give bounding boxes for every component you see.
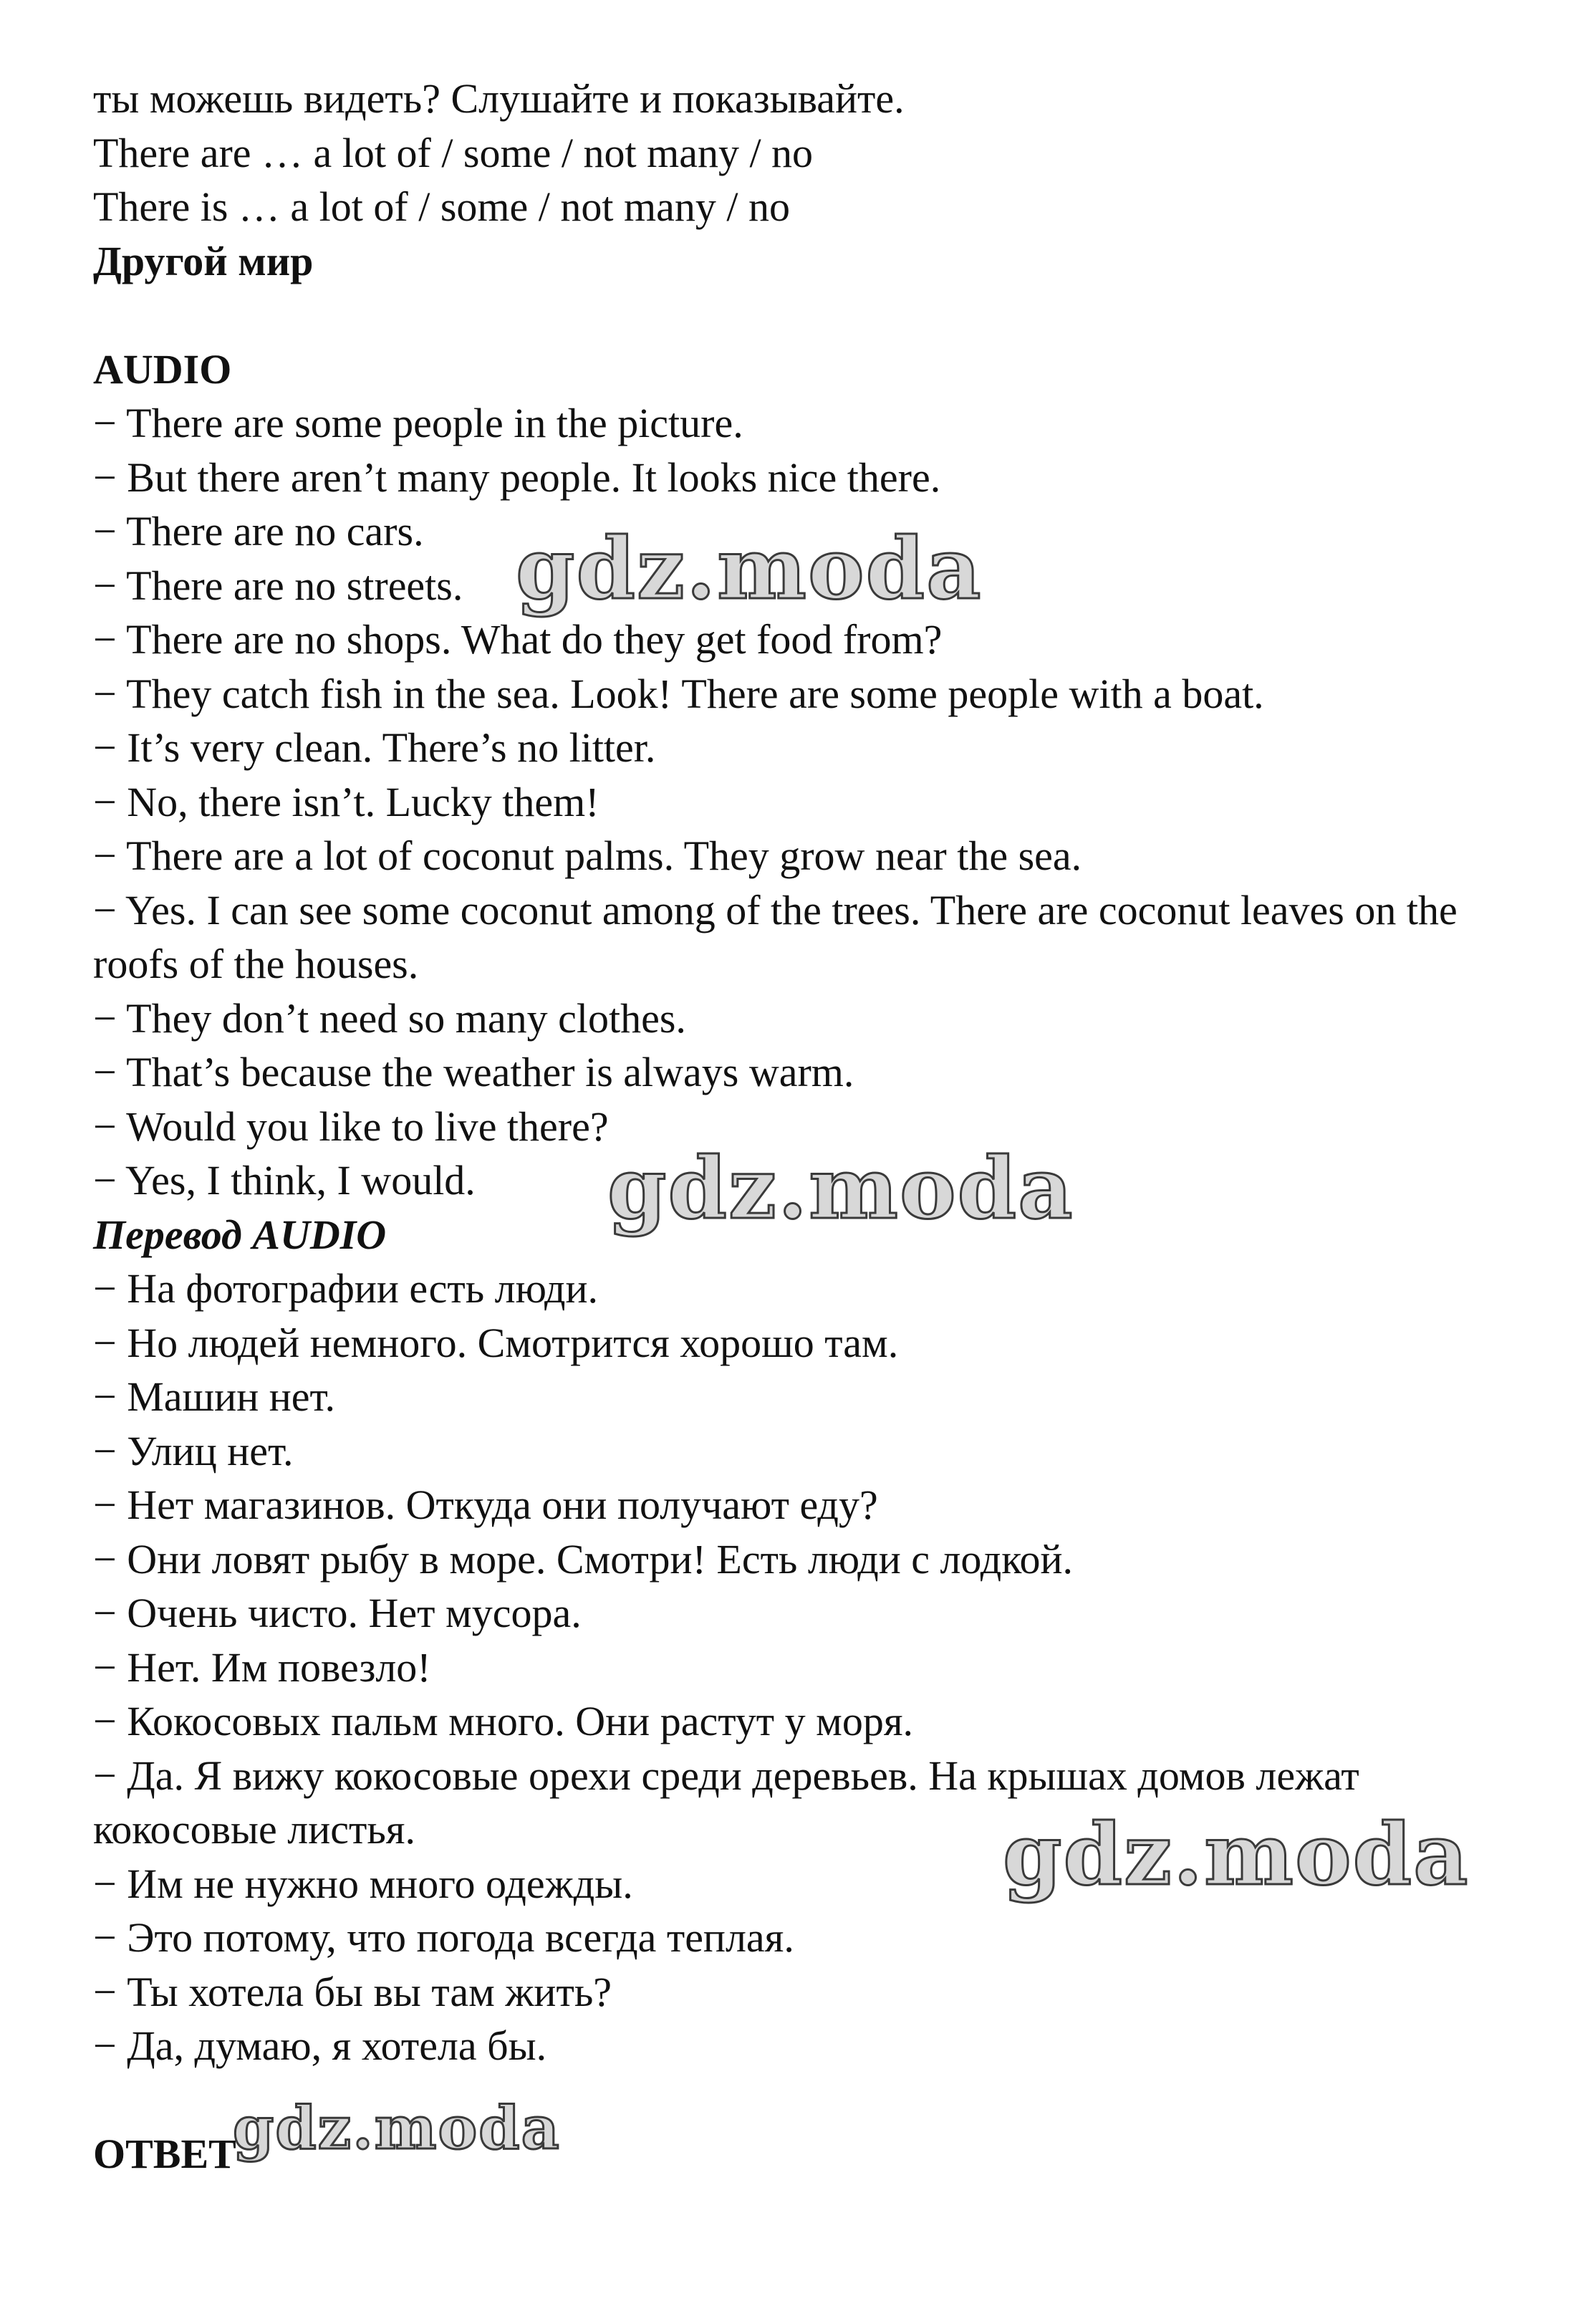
translation-line: − Нет магазинов. Откуда они получают еду? bbox=[93, 1482, 878, 1528]
answer-heading: ОТВЕТ bbox=[93, 2131, 236, 2177]
translation-line: − Это потому, что погода всегда теплая. bbox=[93, 1914, 794, 1961]
watermark-logo: gdz.moda bbox=[1003, 1805, 1470, 1904]
translation-line: − Они ловят рыбу в море. Смотри! Есть люди с лодкой. bbox=[93, 1535, 1074, 1583]
watermark-logo: gdz.moda bbox=[516, 519, 983, 618]
section-heading-other-world: Другой мир bbox=[93, 237, 314, 284]
audio-line: − Yes, I think, I would. bbox=[93, 1157, 476, 1204]
audio-line: − No, there isn’t. Lucky them! bbox=[93, 778, 599, 825]
spacer bbox=[93, 288, 1518, 342]
audio-line: − It’s very clean. There’s no litter. bbox=[93, 724, 656, 771]
audio-line: − There are a lot of coconut palms. They grow near the sea. bbox=[93, 832, 1082, 879]
translation-line: − Ты хотела бы вы там жить? bbox=[93, 1968, 612, 2015]
translation-line: − Им не нужно много одежды. bbox=[93, 1860, 633, 1907]
audio-line: − Would you like to live there? bbox=[93, 1103, 609, 1150]
audio-line: − They catch fish in the sea. Look! There are some people with a boat. bbox=[93, 670, 1264, 717]
translation-line: − Да, думаю, я хотела бы. bbox=[93, 2022, 547, 2069]
translation-heading: Перевод AUDIO bbox=[93, 1211, 387, 1258]
intro-line-3: There is … a lot of / some / not many / no bbox=[93, 183, 790, 230]
translation-line: − Нет. Им повезло! bbox=[93, 1643, 431, 1691]
audio-line: − That’s because the weather is always warm. bbox=[93, 1049, 854, 1095]
translation-line: − Да. Я вижу кокосовые орехи среди деревьев. На крышах домов лежат кокосовые листья. bbox=[93, 1752, 1359, 1853]
audio-line: − There are no streets. bbox=[93, 562, 463, 609]
translation-line: − Очень чисто. Нет мусора. bbox=[93, 1590, 582, 1636]
audio-line: − They don’t need so many clothes. bbox=[93, 994, 686, 1042]
translation-line: − Улиц нет. bbox=[93, 1427, 294, 1474]
audio-heading: AUDIO bbox=[93, 345, 232, 393]
audio-line: − Yes. I can see some coconut among of the trees. There are coconut leaves on the roofs of the houses. bbox=[93, 886, 1458, 987]
audio-line: − There are some people in the picture. bbox=[93, 400, 743, 446]
translation-line: − Машин нет. bbox=[93, 1373, 336, 1420]
translation-line: − Кокосовых пальм много. Они растут у моря. bbox=[93, 1698, 914, 1744]
intro-line-1: ты можешь видеть? Слушайте и показывайте. bbox=[93, 75, 905, 122]
watermark-logo: gdz.moda bbox=[233, 2094, 561, 2163]
audio-line: − There are no shops. What do they get food from? bbox=[93, 616, 943, 663]
intro-line-2: There are … a lot of / some / not many / no bbox=[93, 129, 814, 176]
translation-line: − Но людей немного. Смотрится хорошо там. bbox=[93, 1319, 899, 1366]
audio-line: − But there aren’t many people. It looks nice there. bbox=[93, 453, 941, 501]
translation-line: − На фотографии есть люди. bbox=[93, 1265, 599, 1312]
watermark-logo: gdz.moda bbox=[607, 1138, 1074, 1238]
audio-line: − There are no cars. bbox=[93, 508, 424, 554]
